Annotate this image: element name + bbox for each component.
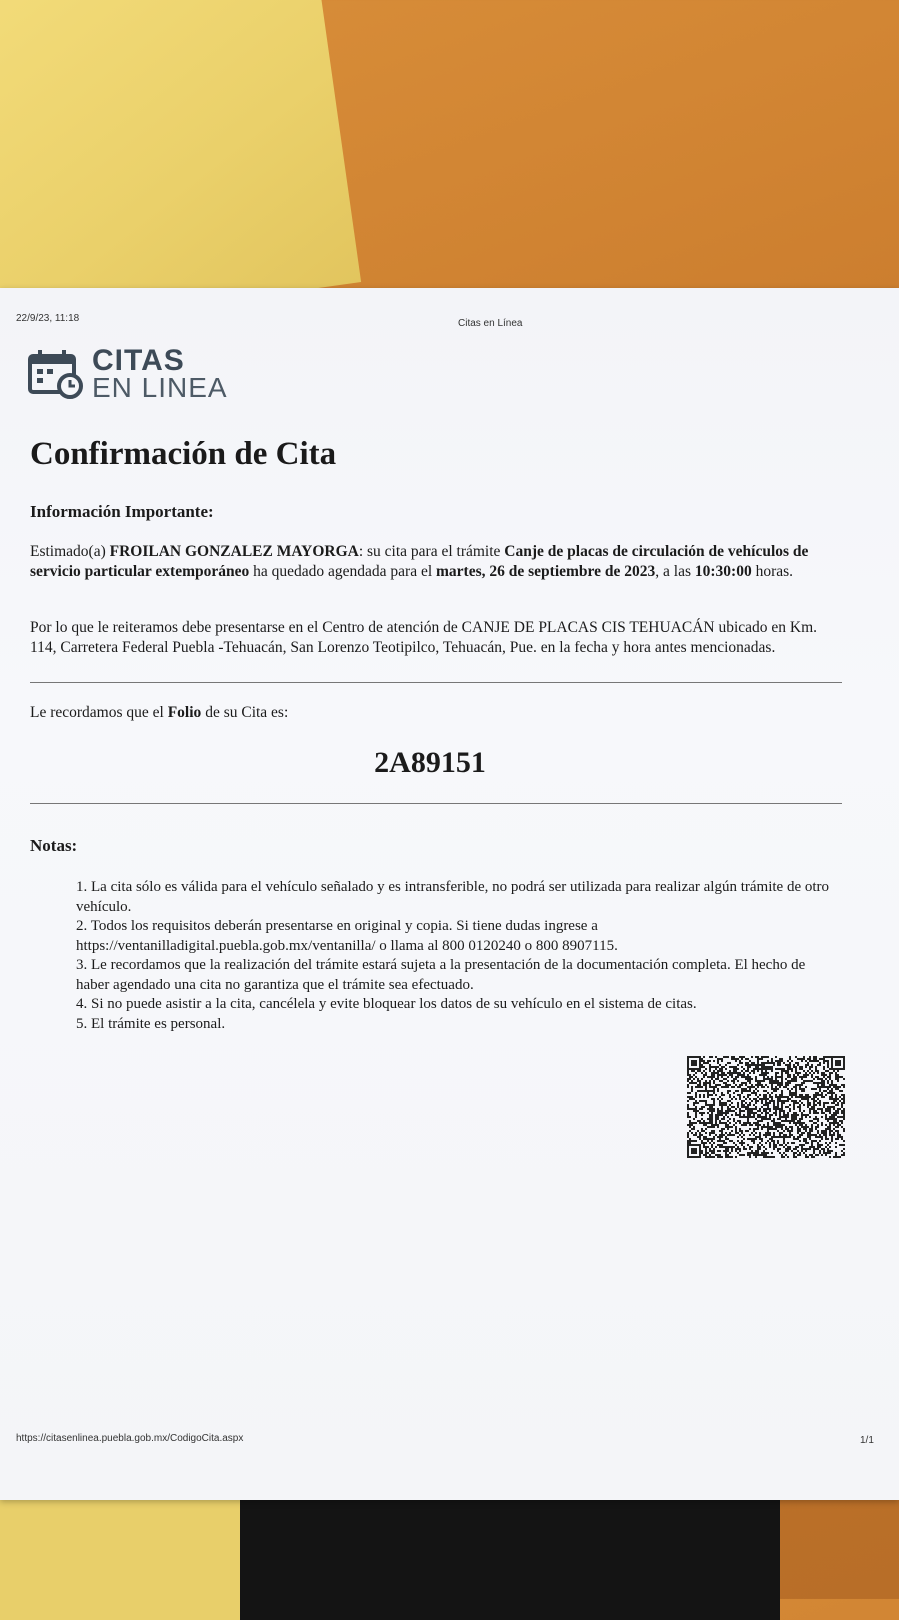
footer-url: https://citasenlinea.puebla.gob.mx/CodigoCita.aspx	[16, 1433, 244, 1444]
divider	[30, 803, 842, 804]
logo-text-en-linea: EN LINEA	[92, 372, 228, 403]
folio-label-text-2: de su Cita es:	[201, 704, 289, 721]
appointment-date: martes, 26 de septiembre de 2023	[436, 563, 656, 580]
appointment-time: 10:30:00	[694, 563, 752, 580]
printed-page	[0, 288, 899, 1500]
applicant-name: FROILAN GONZALEZ MAYORGA	[109, 543, 359, 560]
p1-text-4: , a las	[655, 563, 695, 580]
folio-label-text-1: Le recordamos que el	[30, 704, 168, 721]
calendar-clock-icon	[28, 348, 84, 400]
folio-label	[30, 704, 288, 722]
divider	[30, 682, 842, 683]
info-heading: Información Importante:	[30, 502, 214, 521]
background-dark-object	[240, 1500, 780, 1620]
p1-text-2: : su cita para el trámite	[358, 543, 505, 560]
citas-en-linea-logo	[28, 344, 288, 404]
p1-text-1: Estimado(a)	[30, 543, 110, 560]
note-item: 1. La cita sólo es válida para el vehículo señalado y es intransferible, no podrá ser utilizada para realizar algún trámite de otro vehículo.	[76, 879, 830, 915]
note-item: 2. Todos los requisitos deberán presentarse en original y copia. Si tiene dudas ingrese a https://ventanilladigital.puebla.gob.mx/ventanilla/ o llama al 800 0120240 o 800 8907115.	[76, 918, 618, 954]
note-item: 4. Si no puede asistir a la cita, cancélela y evite bloquear los datos de su vehículo en el sistema de citas.	[76, 996, 697, 1012]
location-paragraph: Por lo que le reiteramos debe presentarse en el Centro de atención de CANJE DE PLACAS CIS TEHUACÁN ubicado en Km. 114, Carretera Federal Puebla -Tehuacán, San Lorenzo Teotipilco, Tehuacán, Pue. en la fecha y hora antes mencionadas.	[30, 619, 818, 656]
notes-list	[76, 878, 836, 1034]
note-item: 5. El trámite es personal.	[76, 1015, 226, 1032]
print-datetime: 22/9/23, 11:18	[16, 313, 80, 324]
footer-page-number: 1/1	[860, 1435, 874, 1446]
note-item: 3. Le recordamos que la realización del trámite estará sujeta a la presentación de la documentación completa. El hecho de haber agendado una cita no garantiza que el trámite sea efectuado.	[76, 957, 806, 993]
qr-code	[687, 1056, 845, 1158]
appointment-paragraph	[30, 542, 845, 582]
print-page-title: Citas en Línea	[458, 318, 523, 329]
procedure-name: Canje de placas de circulación de vehículos de servicio particular extemporáneo	[30, 543, 809, 580]
folio-label-bold: Folio	[167, 704, 202, 721]
page-title: Confirmación de Cita	[30, 436, 337, 472]
background-envelope	[0, 0, 361, 335]
p1-text-5: horas.	[751, 563, 794, 580]
notes-heading: Notas:	[30, 836, 78, 855]
folio-number: 2A89151	[374, 746, 486, 779]
p1-text-3: ha quedado agendada para el	[249, 563, 437, 580]
logo-text-citas: CITAS	[92, 344, 185, 377]
